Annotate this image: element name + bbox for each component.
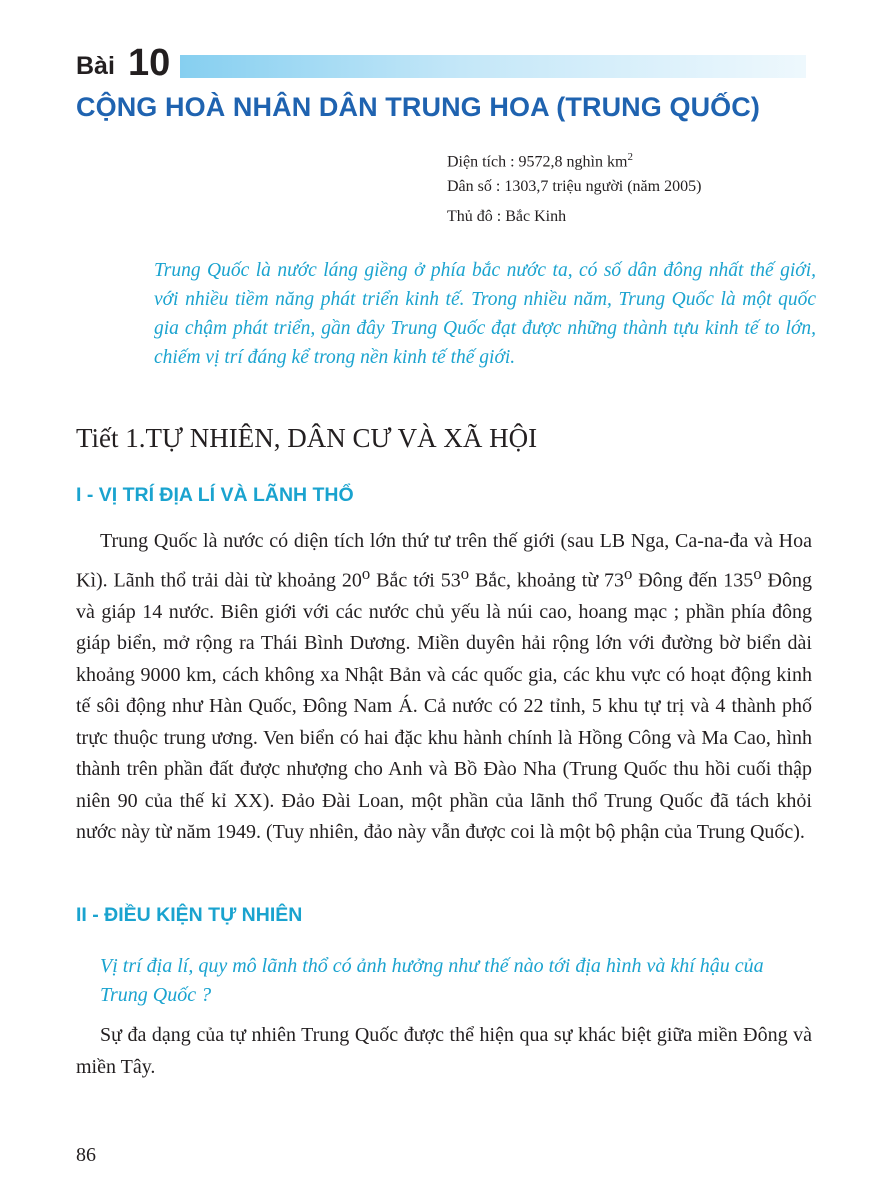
lesson-header bbox=[76, 42, 806, 82]
lesson-word: Bài bbox=[76, 52, 115, 80]
text-run: Bắc, khoảng từ 73 bbox=[469, 569, 624, 592]
paragraph-natural: Sự đa dạng của tự nhiên Trung Quốc được thể hiện qua sự khác biệt giữa miền Đông và miền Tây. bbox=[76, 1024, 812, 1078]
country-facts bbox=[447, 146, 701, 236]
text-run: Đông đến 135 bbox=[632, 569, 754, 592]
lesson-title: CỘNG HOÀ NHÂN DÂN TRUNG HOA (TRUNG QUỐC) bbox=[76, 92, 760, 122]
fact-area-text: Diện tích : 9572,8 nghìn km bbox=[447, 153, 628, 171]
paragraph-location bbox=[76, 526, 812, 849]
degree-sup: o bbox=[753, 563, 762, 583]
fact-area-sup: 2 bbox=[627, 151, 633, 163]
fact-capital: Thủ đô : Bắc Kinh bbox=[447, 208, 567, 225]
degree-sup: o bbox=[361, 563, 371, 583]
degree-sup: o bbox=[623, 563, 633, 583]
fact-area bbox=[447, 146, 701, 176]
degree-sup: o bbox=[460, 563, 470, 583]
lesson-number: 10 bbox=[128, 42, 171, 84]
text-run: Trung Quốc là nước có diện tích lớn thứ tư trên thế giới (sau LB Nga, Ca-na-đa và Hoa Kì). Lãnh thổ trải dài từ khoảng 20 bbox=[76, 530, 812, 592]
lesson-header-bar bbox=[180, 55, 806, 78]
fact-population: Dân số : 1303,7 triệu người (năm 2005) bbox=[447, 178, 702, 195]
intro-paragraph: Trung Quốc là nước láng giềng ở phía bắc nước ta, có số dân đông nhất thế giới, với nhiều tiềm năng phát triển kinh tế. Trong nhiều năm, Trung Quốc là một quốc gia chậm phát triển, gần đây Trung Quốc đạt được những thành tựu kinh tế to lớn, chiếm vị trí đáng kể trong nền kinh tế thế giới. bbox=[154, 260, 816, 368]
heading-location: I - VỊ TRÍ ĐỊA LÍ VÀ LÃNH THỔ bbox=[76, 484, 354, 506]
section-title: Tiết 1.TỰ NHIÊN, DÂN CƯ VÀ XÃ HỘI bbox=[76, 423, 538, 453]
page-number: 86 bbox=[76, 1144, 96, 1166]
question-text: Vị trí địa lí, quy mô lãnh thổ có ảnh hưởng như thế nào tới địa hình và khí hậu của Trung Quốc ? bbox=[100, 955, 764, 1006]
text-run: Bắc tới 53 bbox=[370, 569, 461, 592]
heading-natural-conditions: II - ĐIỀU KIỆN TỰ NHIÊN bbox=[76, 904, 303, 926]
text-run: Đông và giáp 14 nước. Biên giới với các nước chủ yếu là núi cao, hoang mạc ; phần phía đông giáp biển, mở rộng ra Thái Bình Dương. Miền duyên hải rộng lớn với đường bờ biển dài khoảng 9000 km, cách không xa Nhật Bản và các quốc gia, các khu vực có hoạt động kinh tế sôi động như Hàn Quốc, Đông Nam Á. Cả nước có 22 tỉnh, 5 khu tự trị và 4 thành phố trực thuộc trung ương. Ven biển có hai đặc khu hành chính là Hồng Công và Ma Cao, hình thành trên phần đất được nhượng cho Anh và Bồ Đào Nha (Trung Quốc thu hồi cuối thập niên 90 của thế kỉ XX). Đảo Đài Loan, một phần của lãnh thổ Trung Quốc đã tách khỏi nước này từ năm 1949. (Tuy nhiên, đảo này vẫn được coi là một bộ phận của Trung Quốc). bbox=[76, 569, 812, 844]
